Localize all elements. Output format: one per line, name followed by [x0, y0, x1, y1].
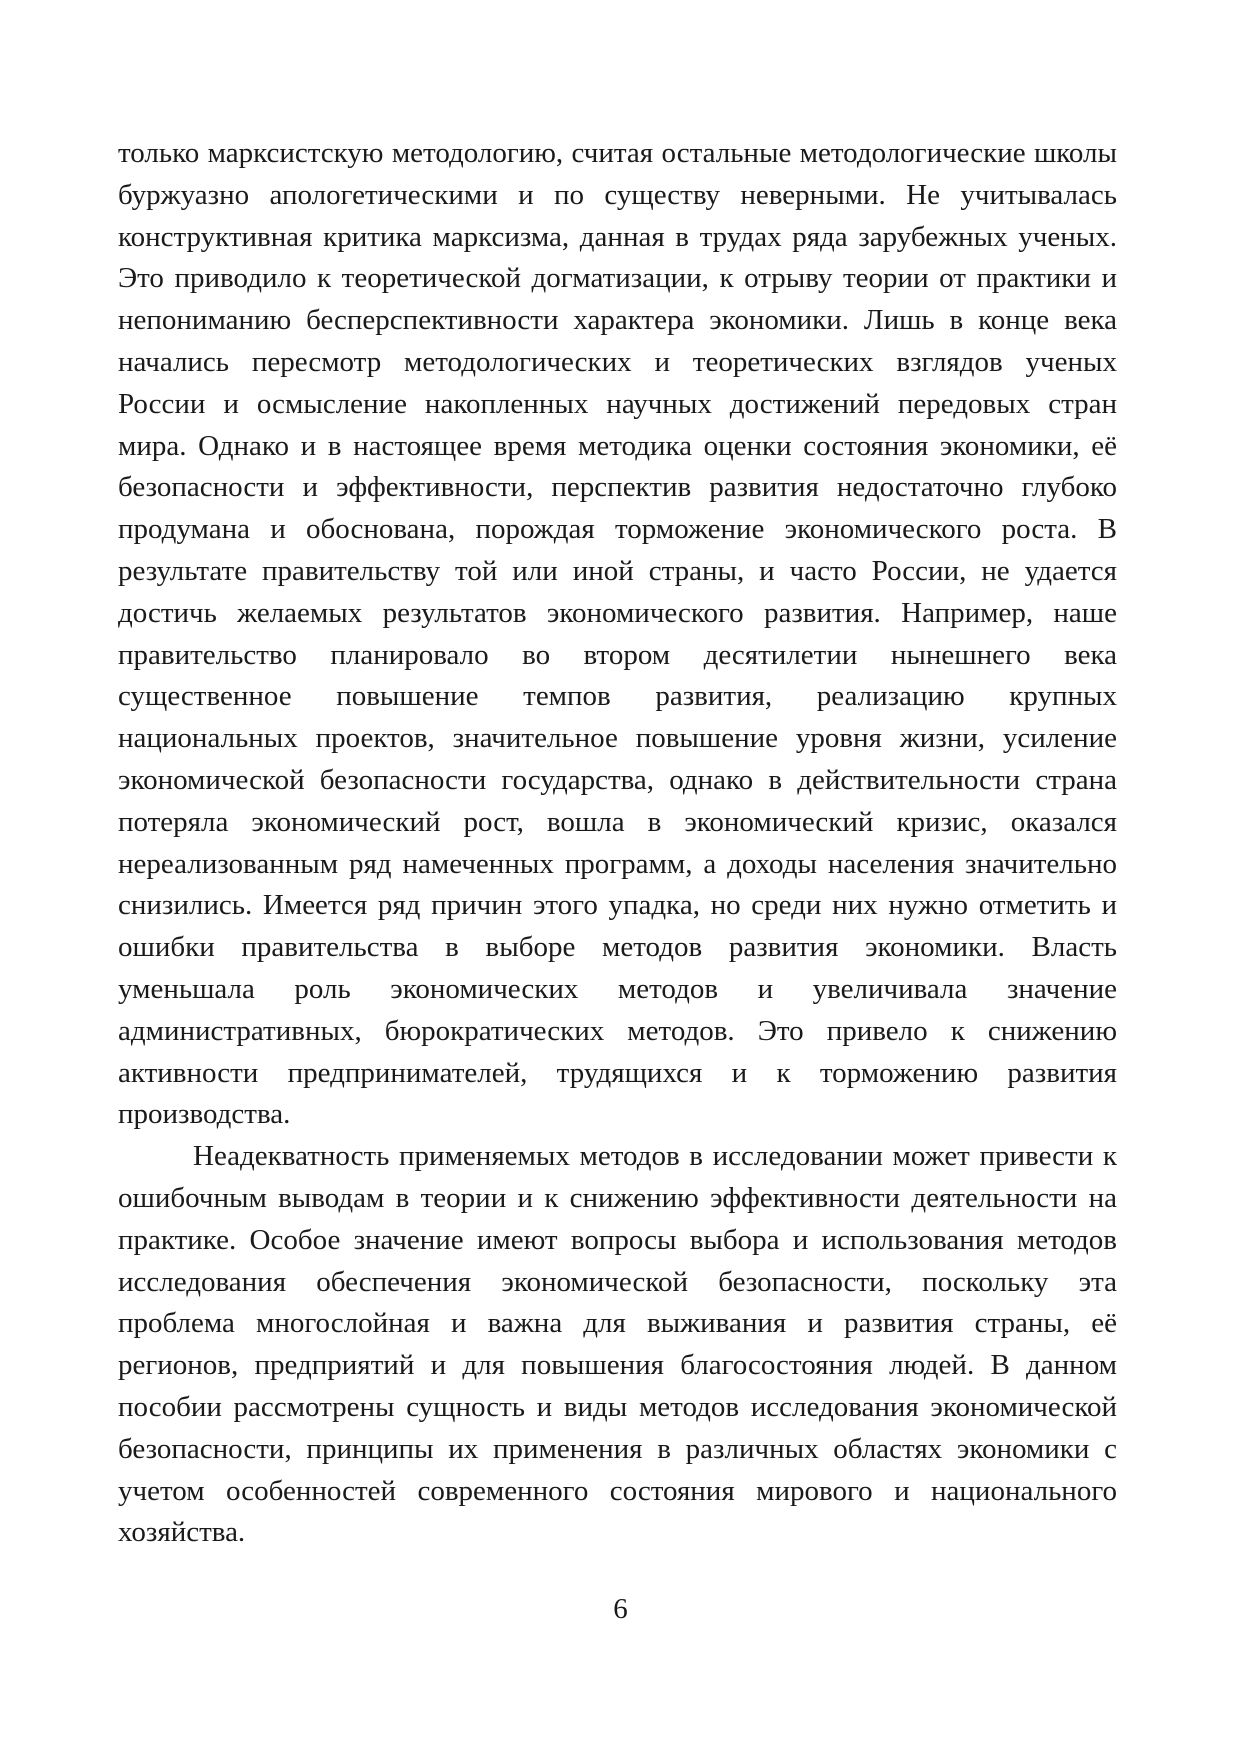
paragraph-continuation: только марксистскую методологию, считая остальные методологические школы буржуазно апологетическими и по существу неверными. Не учитывалась конструктивная критика марксизма, данная в трудах ряда зарубежных ученых. Это приводило к теоретической догматизации, к отрыву теории от практики и непониманию бесперспективности характера экономики. Лишь в конце века начались пересмотр методологических и теоретических взглядов ученых России и осмысление накопленных научных достижений передовых стран мира. Однако и в настоящее время методика оценки состояния экономики, её безопасности и эффективности, перспектив развития недостаточно глубоко продумана и обоснована, порождая торможение экономического роста. В результате правительству той или иной страны, и часто России, не удается достичь желаемых результатов экономического развития. Например, наше правительство планировало во втором десятилетии нынешнего века существенное повышение темпов развития, реализацию крупных национальных проектов, значительное повышение уровня жизни, усиление экономической безопасности государства, однако в действительности страна потеряла экономический рост, вошла в экономический кризис, оказался нереализованным ряд намеченных программ, а доходы населения значительно снизились. Имеется ряд причин этого упадка, но среди них нужно отметить и ошибки правительства в выборе методов развития экономики. Власть уменьшала роль экономических методов и увеличивала значение административных, бюрократических методов. Это привело к снижению активности предпринимателей, трудящихся и к торможению развития производства.: [118, 137, 1117, 1131]
body-text: [118, 133, 1117, 1554]
paragraph-inadequacy-of-methods: Неадекватность применяемых методов в исследовании может привести к ошибочным выводам в теории и к снижению эффективности деятельности на практике. Особое значение имеют вопросы выбора и использования методов исследования обеспечения экономической безопасности, поскольку эта проблема многослойная и важна для выживания и развития страны, её регионов, предприятий и для повышения благосостояния людей. В данном пособии рассмотрены сущность и виды методов исследования экономической безопасности, принципы их применения в различных областях экономики с учетом особенностей современного состояния мирового и национального хозяйства.: [118, 1140, 1117, 1549]
page-number: 6: [613, 1593, 628, 1625]
